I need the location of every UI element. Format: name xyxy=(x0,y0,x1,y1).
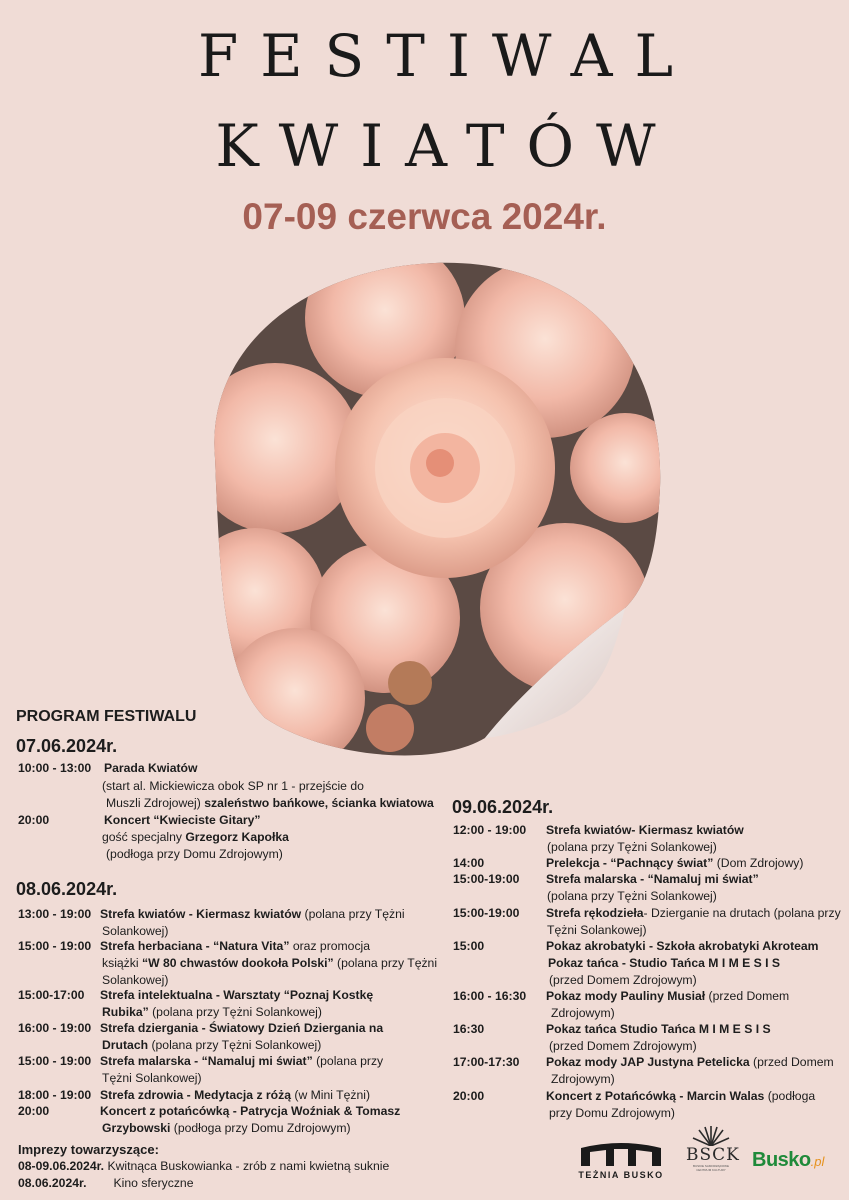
bsck-text: BSCK xyxy=(686,1145,740,1165)
day3-item1-title: Strefa kwiatów- Kiermasz kwiatów xyxy=(546,823,744,837)
day3-item4-note: - Dzierganie na drutach (polana przy xyxy=(643,906,841,920)
day3-item5-line1 xyxy=(546,938,819,955)
day3-item8-line2: Zdrojowym) xyxy=(551,1072,615,1086)
program-heading: PROGRAM FESTIWALU xyxy=(16,708,197,725)
day2-item6-time: 18:00 - 19:00 xyxy=(18,1088,92,1102)
side-event-2 xyxy=(18,1175,193,1192)
day3-item6-time: 16:00 - 16:30 xyxy=(453,989,527,1003)
day3-item7-line2: (przed Domem Zdrojowym) xyxy=(549,1039,697,1053)
day1-item1-line3 xyxy=(106,795,434,812)
day3-item8-title: Pokaz mody JAP Justyna Petelicka xyxy=(546,1055,750,1069)
day3-item8-time: 17:00-17:30 xyxy=(453,1055,520,1069)
day3-item4-line2: Tężni Solankowej) xyxy=(547,923,647,937)
day2-item1-line1 xyxy=(100,906,405,923)
side-events-heading: Imprezy towarzyszące: xyxy=(18,1142,159,1157)
day2-item6-title: Strefa zdrowia - Medytacja z różą xyxy=(100,1088,291,1102)
day1-item2-title: Koncert “Kwieciste Gitary” xyxy=(104,813,261,827)
side-event-1-date: 08-09.06.2024r. xyxy=(18,1159,105,1173)
day3-item1-line2: (polana przy Tężni Solankowej) xyxy=(547,840,717,854)
day3-item3-line1 xyxy=(546,871,759,888)
day3-item5-line3: (przed Domem Zdrojowym) xyxy=(549,973,697,987)
day2-item2-note: oraz promocja xyxy=(289,939,371,953)
day3-item3-line2: (polana przy Tężni Solankowej) xyxy=(547,889,717,903)
day3-item3-title: Strefa malarska - “Namaluj mi świat” xyxy=(546,872,759,886)
day3-date: 09.06.2024r. xyxy=(452,797,554,817)
day1-item2-line2-b: Grzegorz Kapołka xyxy=(185,830,289,844)
day1-item1 xyxy=(18,760,198,777)
busko-tld: .pl xyxy=(810,1154,825,1169)
day3-item4-line1 xyxy=(546,905,841,922)
teznia-icon xyxy=(578,1138,664,1168)
day3-item8-line1 xyxy=(546,1054,834,1071)
day2-item4-line2-a: Drutach xyxy=(102,1038,149,1052)
day2-item7-time: 20:00 xyxy=(18,1104,50,1118)
day2-item5-line1 xyxy=(100,1053,383,1070)
day2-item5-line2: Tężni Solankowej) xyxy=(102,1071,202,1085)
day3-item6-title: Pokaz mody Pauliny Musiał xyxy=(546,989,706,1003)
day2-item2-line1 xyxy=(100,938,370,955)
day3-item7-line1 xyxy=(546,1021,771,1038)
day3-item6-note: (przed Domem xyxy=(705,989,790,1003)
bsck-subtext: BUSKIE SAMORZĄDOWE CENTRUM KULTURY xyxy=(692,1164,729,1172)
teznia-text: TEŻNIA BUSKO xyxy=(578,1170,664,1180)
day2-item4-line1 xyxy=(100,1020,383,1037)
day3-item8-note: (przed Domem xyxy=(749,1055,834,1069)
day3-item5-title: Pokaz akrobatyki - Szkoła akrobatyki Akroteam xyxy=(546,939,819,953)
day3-item1-line1 xyxy=(546,822,744,839)
day2-item3-line2-c: (polana przy Tężni Solankowej) xyxy=(148,1005,322,1019)
day3-item5-line2 xyxy=(548,955,780,972)
day2-item4-line2-c: (polana przy Tężni Solankowej) xyxy=(148,1038,322,1052)
day2-item2-title: Strefa herbaciana - “Natura Vita” xyxy=(100,939,290,953)
day1-item2-line2 xyxy=(102,829,289,846)
day2-item3-line1 xyxy=(100,987,373,1004)
day2-item2-line2-b: “W 80 chwastów dookoła Polski” xyxy=(141,956,334,970)
day3-item9-title: Koncert z Potańcówką - Marcin Walas xyxy=(546,1089,765,1103)
day1-item1-line3-b: szaleństwo bańkowe, ścianka kwiatowa xyxy=(200,796,434,810)
day3-item9-line2: przy Domu Zdrojowym) xyxy=(549,1106,675,1120)
day2-item7-line2-c: (podłoga przy Domu Zdrojowym) xyxy=(170,1121,351,1135)
day3-item2-note: (Dom Zdrojowy) xyxy=(713,856,804,870)
day3-item2-line1 xyxy=(546,855,803,872)
day2-item4-title: Strefa dziergania - Światowy Dzień Dziergania na xyxy=(100,1021,384,1035)
sun-icon xyxy=(691,1124,731,1146)
day2-item2-line2 xyxy=(102,955,437,972)
day2-item5-note: (polana przy xyxy=(312,1054,384,1068)
day3-item5-line2-b: Pokaz tańca - Studio Tańca M I M E S I S xyxy=(548,956,781,970)
day2-item1-time: 13:00 - 19:00 xyxy=(18,907,92,921)
side-event-1 xyxy=(18,1158,389,1175)
day2-item2-time: 15:00 - 19:00 xyxy=(18,939,92,953)
day3-item7-title: Pokaz tańca Studio Tańca M I M E S I S xyxy=(546,1022,771,1036)
busko-main: Busko xyxy=(752,1149,811,1171)
festival-dates: 07-09 czerwca 2024r. xyxy=(242,196,607,237)
day1-item1-title: Parada Kwiatów xyxy=(104,761,198,775)
day3-item9-note: (podłoga xyxy=(764,1089,816,1103)
day3-item2-time: 14:00 xyxy=(453,856,485,870)
day3-item4-title: Strefa rękodzieła xyxy=(546,906,644,920)
day2-item1-line2: Solankowej) xyxy=(102,924,169,938)
day2-item1-title: Strefa kwiatów - Kiermasz kwiatów xyxy=(100,907,302,921)
side-event-2-text: Kino sferyczne xyxy=(86,1176,194,1190)
day2-item4-line2 xyxy=(102,1037,321,1054)
day3-item9-time: 20:00 xyxy=(453,1089,485,1103)
day2-item7-title: Koncert z potańcówką - Patrycja Woźniak & Tomasz xyxy=(100,1104,401,1118)
day2-item6-line1 xyxy=(100,1087,370,1104)
day1-item2-line2-a: gość specjalny xyxy=(102,830,186,844)
day3-item2-title: Prelekcja - “Pachnący świat” xyxy=(546,856,714,870)
day2-item2-line3: Solankowej) xyxy=(102,973,169,987)
day3-item1-time: 12:00 - 19:00 xyxy=(453,823,527,837)
day2-item2-line2-c: (polana przy Tężni xyxy=(333,956,438,970)
day2-item3-line2 xyxy=(102,1004,322,1021)
festival-title-line2: KWIATÓW xyxy=(215,112,678,180)
day3-item4-time: 15:00-19:00 xyxy=(453,906,520,920)
day2-item3-line2-a: Rubika” xyxy=(102,1005,149,1019)
day2-item7-line2-a: Grzybowski xyxy=(102,1121,171,1135)
day1-item1-time: 10:00 - 13:00 xyxy=(18,761,92,775)
day3-item7-time: 16:30 xyxy=(453,1022,485,1036)
day1-date: 07.06.2024r. xyxy=(16,736,118,756)
day3-item3-time: 15:00-19:00 xyxy=(453,872,520,886)
day2-item5-title: Strefa malarska - “Namaluj mi świat” xyxy=(100,1054,313,1068)
day3-item6-line1 xyxy=(546,988,789,1005)
day1-item2 xyxy=(18,812,261,829)
day1-item2-time: 20:00 xyxy=(18,813,50,827)
bsck-logo xyxy=(686,1124,740,1188)
day2-item7-line1 xyxy=(100,1103,400,1120)
day1-item2-line3: (podłoga przy Domu Zdrojowym) xyxy=(106,847,283,861)
side-event-1-text: Kwitnąca Buskowianka - zrób z nami kwietną suknie xyxy=(104,1159,390,1173)
busko-pl-logo xyxy=(752,1149,824,1172)
day2-item4-time: 16:00 - 19:00 xyxy=(18,1021,92,1035)
day2-item6-note: (w Mini Tężni) xyxy=(291,1088,371,1102)
day3-item6-line2: Zdrojowym) xyxy=(551,1006,615,1020)
day2-item5-time: 15:00 - 19:00 xyxy=(18,1054,92,1068)
day2-item7-line2 xyxy=(102,1120,351,1137)
festival-title-line1: FESTIWAL xyxy=(197,22,696,90)
teznia-busko-logo xyxy=(576,1138,666,1188)
day2-item1-note: (polana przy Tężni xyxy=(301,907,405,921)
day2-item2-line2-a: książki xyxy=(102,956,142,970)
side-event-2-date: 08.06.2024r. xyxy=(18,1176,87,1190)
day1-item1-line3-a: Muszli Zdrojowej) xyxy=(106,796,201,810)
day2-item3-time: 15:00-17:00 xyxy=(18,988,85,1002)
peony-photo xyxy=(185,258,675,763)
day2-item3-title: Strefa intelektualna - Warsztaty “Poznaj Kostkę xyxy=(100,988,374,1002)
day3-item5-time: 15:00 xyxy=(453,939,485,953)
day1-item1-line2: (start al. Mickiewicza obok SP nr 1 - przejście do xyxy=(102,779,364,793)
day3-item9-line1 xyxy=(546,1088,815,1105)
day2-date: 08.06.2024r. xyxy=(16,879,118,899)
